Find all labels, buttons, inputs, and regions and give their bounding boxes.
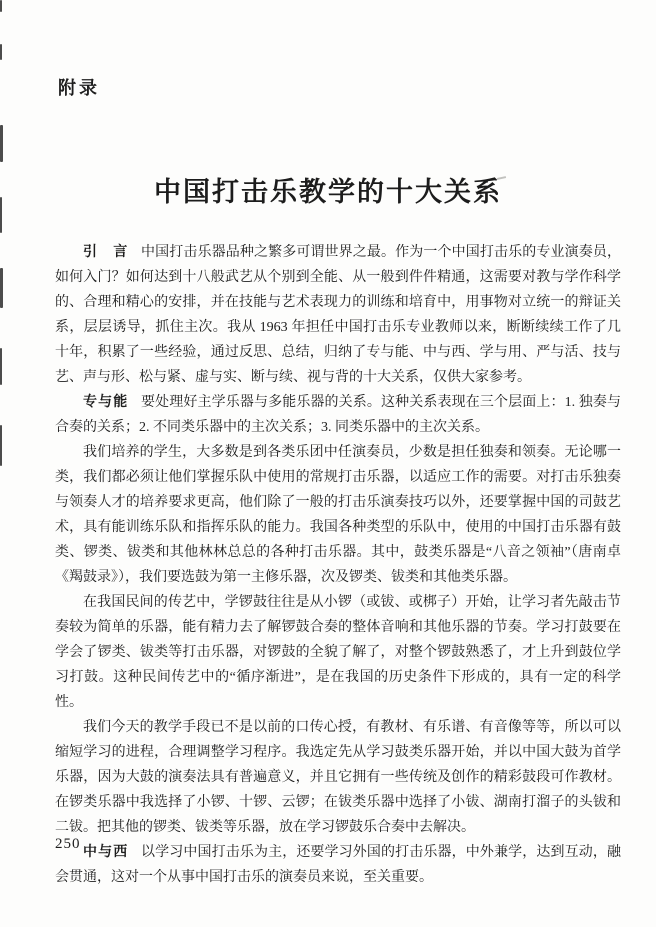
paragraph-text: 以学习中国打击乐为主，还要学习外国的打击乐器，中外兼学，达到互动，融会贯通，这对一个从事中国打击乐的演奏员来说，至关重要。	[55, 845, 622, 885]
paragraph	[55, 590, 621, 715]
scan-edge-mark	[0, 125, 3, 162]
scan-edge-mark	[0, 268, 3, 308]
paragraph	[55, 715, 621, 840]
paragraph-text: 中国打击乐器品种之繁多可谓世界之最。作为一个中国打击乐的专业演奏员，如何入门？如何达到十八般武艺从个别到全能、从一般到件件精通，这需要对教与学作科学的、合理和精心的安排，并在技能与艺术表现力的训练和培育中，用事物对立统一的辩证关系，层层诱导，抓住主次。我从 1963 年担任中国打击乐专业教师以来，断断续续工作了几十年，积累了一些经验，通过反思、总结，归纳了专与能、中与西、学与用、严与活、技与艺、声与形、松与紧、虚与实、断与续、视与背的十大关系，仅供大家参考。	[55, 245, 622, 385]
paragraph-zhuan-yu-neng	[55, 390, 621, 440]
appendix-label: 附录	[58, 78, 100, 98]
scan-edge-mark	[0, 0, 2, 12]
paragraph-text: 我们培养的学生，大多数是到各类乐团中任演奏员，少数是担任独奏和领奏。无论哪一类，我们都必须让他们掌握乐队中使用的常规打击乐器，以适应工作的需要。对打击乐独奏与领奏人才的培养要求更高，他们除了一般的打击乐演奏技巧以外，还要掌握中国的司鼓艺术，具有能训练乐队和指挥乐队的能力。我国各种类型的乐队中，使用的中国打击乐器有鼓类、锣类、钹类和其他林林总总的各种打击乐器。其中，鼓类乐器是“八音之领袖”（唐南卓《羯鼓录》），我们要选鼓为第一主修乐器，次及锣类、钹类和其他类乐器。	[55, 445, 621, 585]
scan-edge-mark	[0, 44, 2, 60]
paragraph-lead: 中与西	[83, 845, 129, 860]
scan-edge-mark	[0, 425, 2, 466]
paragraph-zhong-yu-xi	[55, 840, 621, 890]
paragraph-text: 在我国民间的传艺中，学锣鼓往往是从小锣（或钹、或梆子）开始，让学习者先敲击节奏较为简单的乐器，能有精力去了解锣鼓合奏的整体音响和其他乐器的节奏。学习打鼓要在学会了锣类、钹类等打击乐器，对锣鼓的全貌了解了，对整个锣鼓熟悉了，才上升到鼓位学习打鼓。这种民间传艺中的“循序渐进”，是在我国的历史条件下形成的，具有一定的科学性。	[55, 595, 621, 710]
scan-edge-mark	[0, 348, 2, 385]
paragraph-lead: 引 言	[83, 245, 129, 260]
paragraph-lead: 专与能	[83, 395, 129, 410]
paragraph-intro	[55, 240, 621, 390]
page-title: 中国打击乐教学的十大关系	[154, 177, 502, 207]
paragraph	[55, 440, 621, 590]
article-body	[55, 240, 621, 890]
paragraph-text: 我们今天的教学手段已不是以前的口传心授，有教材、有乐谱、有音像等等，所以可以缩短学习的进程，合理调整学习程序。我选定先从学习鼓类乐器开始，并以中国大鼓为首学乐器，因为大鼓的演奏法具有普遍意义，并且它拥有一些传统及创作的精彩鼓段可作教材。在锣类乐器中我选择了小锣、十锣、云锣；在钹类乐器中选择了小钹、湖南打溜子的头钹和二钹。把其他的锣类、钹类等乐器，放在学习锣鼓乐合奏中去解决。	[55, 720, 621, 835]
page-number: 250	[55, 836, 81, 852]
paragraph-text: 要处理好主学乐器与多能乐器的关系。这种关系表现在三个层面上：1. 独奏与合奏的关系；2. 不同类乐器中的主次关系；3. 同类乐器中的主次关系。	[55, 395, 622, 435]
